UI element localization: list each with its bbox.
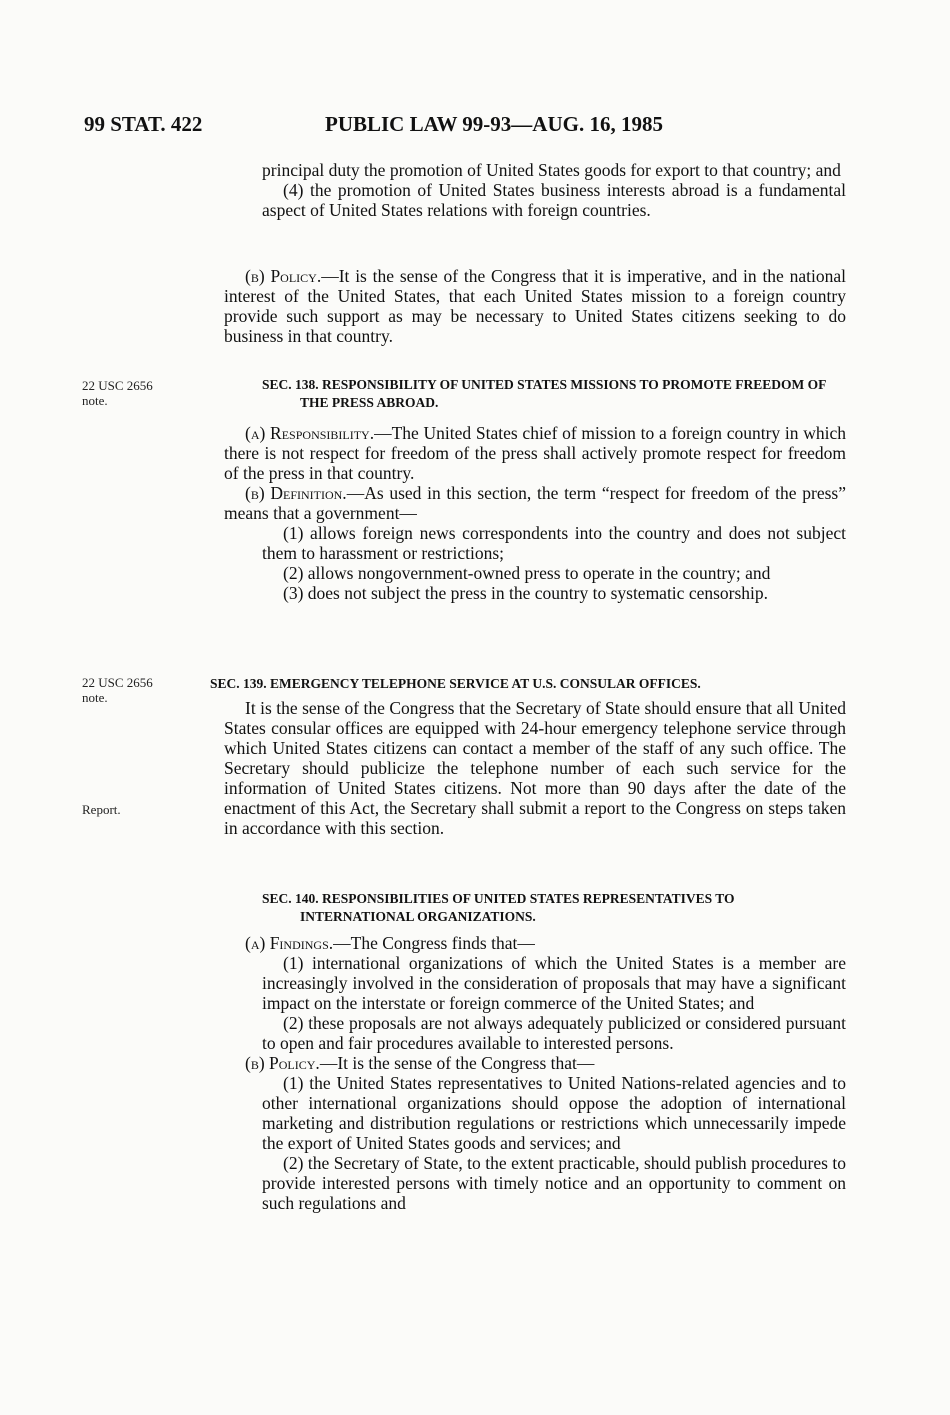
paragraph: (2) the Secretary of State, to the extent practicable, should publish procedures to provide interested persons with timely notice and an opportunity to comment on such regulations and [262, 1153, 846, 1213]
paragraph: (3) does not subject the press in the country to systematic censorship. [283, 583, 769, 603]
subsection-text: —The Congress finds that— [333, 933, 535, 953]
paragraph [224, 1053, 846, 1073]
subsection-label: (b) Policy. [245, 266, 322, 286]
section-139-body [224, 698, 846, 838]
section-heading: SEC. 139. EMERGENCY TELEPHONE SERVICE AT U.S. CONSULAR OFFICES. [210, 676, 701, 691]
margin-note-label: note. [82, 690, 108, 705]
section-140-body [224, 933, 846, 1213]
subsection-label: (a) Responsibility. [245, 423, 375, 443]
paragraph: (1) the United States representatives to United Nations-related agencies and to other international organizations should oppose the adoption of international marketing and distribution regulations or restrictions which unnecessarily impede the export of United States goods and services; and [262, 1073, 846, 1153]
statute-page-number: 99 STAT. 422 [84, 112, 203, 136]
public-law-title: PUBLIC LAW 99-93—AUG. 16, 1985 [325, 112, 663, 136]
margin-note-report: Report. [82, 802, 121, 817]
section-138-heading-wrap [262, 376, 846, 412]
continuation-block [262, 160, 846, 220]
section-heading: SEC. 140. RESPONSIBILITIES OF UNITED STATES REPRESENTATIVES TO INTERNATIONAL ORGANIZATIONS. [262, 891, 735, 924]
subsection-text: —As used in this section, the term “respect for freedom of the press” means that a government— [224, 483, 846, 523]
policy-block [224, 266, 846, 346]
paragraph: It is the sense of the Congress that the Secretary of State should ensure that all United States consular offices are equipped with 24-hour emergency telephone service through which United States citizens can contact a member of the staff of any such office. The Secretary should publicize the telephone number of each such service for the information of United States citizens. Not more than 90 days after the date of the enactment of this Act, the Secretary shall submit a report to the Congress on steps taken in accordance with this section. [224, 698, 846, 838]
section-140-heading-wrap [262, 890, 846, 926]
subsection-text: —It is the sense of the Congress that it is imperative, and in the national interest of the United States, that each United States mission to a foreign country provide such support as may be necessary to United States citizens seeking to do business in that country. [224, 266, 846, 346]
margin-note-label: note. [82, 393, 108, 408]
paragraph [224, 423, 846, 483]
page-header [0, 112, 950, 144]
paragraph: (1) allows foreign news correspondents into the country and does not subject them to harassment or restrictions; [262, 523, 846, 563]
margin-note-citation: 22 USC 2656 [82, 675, 153, 690]
margin-note-sec138 [82, 378, 153, 408]
margin-note-sec139 [82, 675, 153, 705]
paragraph [224, 483, 846, 523]
subsection-label: (b) Policy. [245, 1053, 320, 1073]
paragraph: (4) the promotion of United States business interests abroad is a fundamental aspect of United States relations with foreign countries. [262, 180, 846, 220]
paragraph [224, 933, 846, 953]
subsection-label: (b) Definition. [245, 483, 347, 503]
margin-note-citation: 22 USC 2656 [82, 378, 153, 393]
subsection-label: (a) Findings. [245, 933, 334, 953]
paragraph: (2) these proposals are not always adequately publicized or considered pursuant to open and fair procedures available to interested persons. [262, 1013, 846, 1053]
subsection-text: —The United States chief of mission to a foreign country in which there is not respect for freedom of the press shall actively promote respect for freedom of the press in that country. [224, 423, 846, 483]
paragraph: (2) allows nongovernment-owned press to operate in the country; and [283, 563, 771, 583]
section-139-heading-wrap [210, 675, 846, 693]
paragraph: (1) international organizations of which the United States is a member are increasingly involved in the consideration of proposals that may have a significant impact on the interstate or foreign commerce of the United States; and [262, 953, 846, 1013]
paragraph [224, 266, 846, 346]
section-heading: SEC. 138. RESPONSIBILITY OF UNITED STATES MISSIONS TO PROMOTE FREEDOM OF THE PRESS ABROAD. [262, 377, 826, 410]
section-138-body [224, 423, 846, 603]
subsection-text: —It is the sense of the Congress that— [319, 1053, 595, 1073]
paragraph: principal duty the promotion of United States goods for export to that country; and [262, 160, 841, 180]
